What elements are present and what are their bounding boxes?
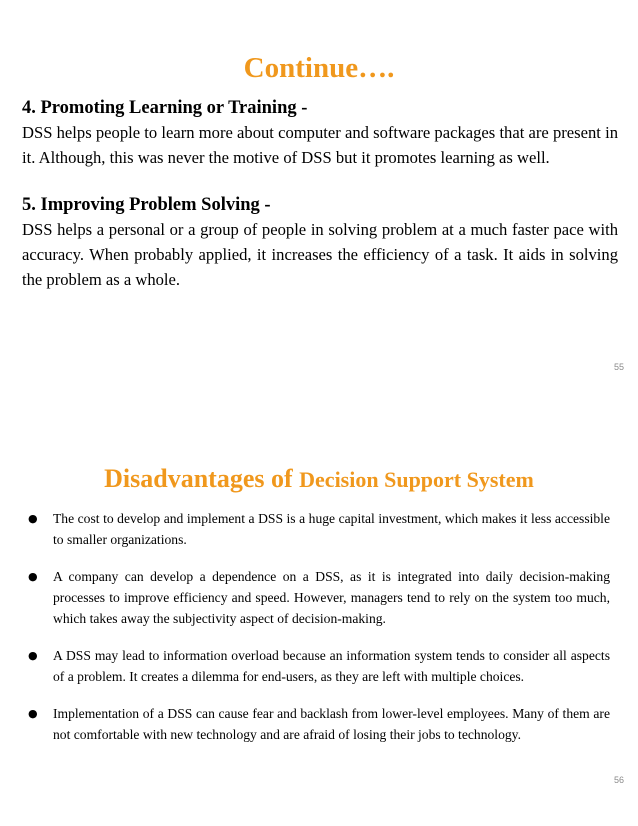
list-item xyxy=(0,645,638,687)
section-body: DSS helps people to learn more about computer and software packages that are present in it. Although, this was never the motive of DSS but it promotes learning as well. xyxy=(22,123,618,167)
bullet-icon: ● xyxy=(28,649,38,662)
list-item xyxy=(0,566,638,629)
title-main: Disadvantages of xyxy=(104,464,293,493)
section-promoting-learning xyxy=(22,96,618,170)
page-title: Continue…. xyxy=(243,52,395,84)
page-title xyxy=(0,462,638,497)
bullet-icon: ● xyxy=(28,707,38,720)
list-item xyxy=(0,508,638,550)
list-item-text: The cost to develop and implement a DSS is a huge capital investment, which makes it less accessible to smaller organizations. xyxy=(53,511,610,547)
section-improving-problem-solving xyxy=(22,193,618,292)
bullet-icon: ● xyxy=(28,512,38,525)
disadvantages-list xyxy=(0,508,638,761)
page-number: 56 xyxy=(613,775,624,785)
bullet-icon: ● xyxy=(28,570,38,583)
title-subject: Decision Support System xyxy=(299,467,534,492)
list-item-text: Implementation of a DSS can cause fear and backlash from lower-level employees. Many of them are not comfortable with new technology and are afraid of losing their jobs to technology. xyxy=(53,706,610,742)
section-heading: 4. Promoting Learning or Training - xyxy=(22,98,308,118)
list-item-text: A company can develop a dependence on a DSS, as it is integrated into daily decision-making processes to improve efficiency and speed. However, managers tend to rely on the system too much, which takes away the subjectivity aspect of decision-making. xyxy=(53,569,610,626)
list-item-text: A DSS may lead to information overload because an information system tends to consider all aspects of a problem. It creates a dilemma for end-users, as they are left with multiple choices. xyxy=(53,648,610,684)
section-heading: 5. Improving Problem Solving - xyxy=(22,195,271,215)
slide-page-56 xyxy=(0,413,638,826)
list-item xyxy=(0,703,638,745)
section-body: DSS helps a personal or a group of people in solving problem at a much faster pace with accuracy. When probably applied, it increases the efficiency of a task. It aids in solving the problem as a whole. xyxy=(22,220,618,289)
page-number: 55 xyxy=(613,362,624,372)
